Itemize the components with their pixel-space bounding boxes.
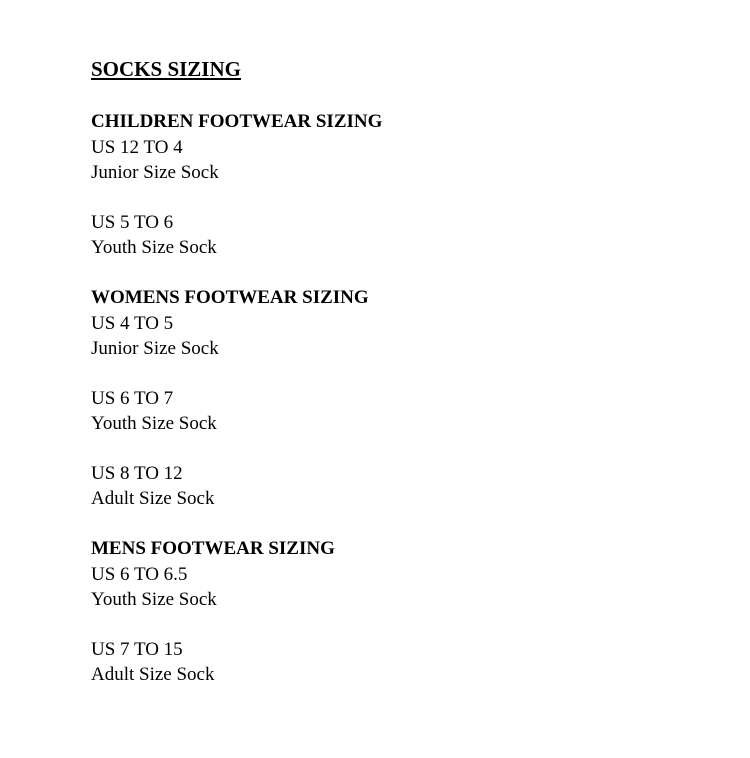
size-entry: [91, 135, 711, 185]
size-entry: [91, 210, 711, 260]
shoe-size-range: US 5 TO 6: [91, 212, 174, 233]
size-entry: [91, 562, 711, 612]
sock-size: Junior Size Sock: [91, 338, 219, 359]
document-page: [91, 56, 711, 712]
section-heading: MENS FOOTWEAR SIZING: [91, 538, 335, 559]
sock-size: Youth Size Sock: [91, 237, 217, 258]
shoe-size-range: US 12 TO 4: [91, 137, 183, 158]
section-womens: [91, 285, 711, 511]
shoe-size-range: US 6 TO 7: [91, 388, 174, 409]
section-heading: CHILDREN FOOTWEAR SIZING: [91, 111, 383, 132]
document-title: SOCKS SIZING: [91, 57, 241, 81]
shoe-size-range: US 4 TO 5: [91, 313, 174, 334]
shoe-size-range: US 6 TO 6.5: [91, 564, 188, 585]
sock-size: Youth Size Sock: [91, 589, 217, 610]
shoe-size-range: US 7 TO 15: [91, 639, 183, 660]
sock-size: Junior Size Sock: [91, 162, 219, 183]
shoe-size-range: US 8 TO 12: [91, 463, 183, 484]
sock-size: Youth Size Sock: [91, 413, 217, 434]
size-entry: [91, 637, 711, 687]
section-children: [91, 109, 711, 260]
section-mens: [91, 536, 711, 687]
size-entry: [91, 461, 711, 511]
sock-size: Adult Size Sock: [91, 664, 215, 685]
size-entry: [91, 386, 711, 436]
size-entry: [91, 311, 711, 361]
section-heading: WOMENS FOOTWEAR SIZING: [91, 287, 369, 308]
sock-size: Adult Size Sock: [91, 488, 215, 509]
